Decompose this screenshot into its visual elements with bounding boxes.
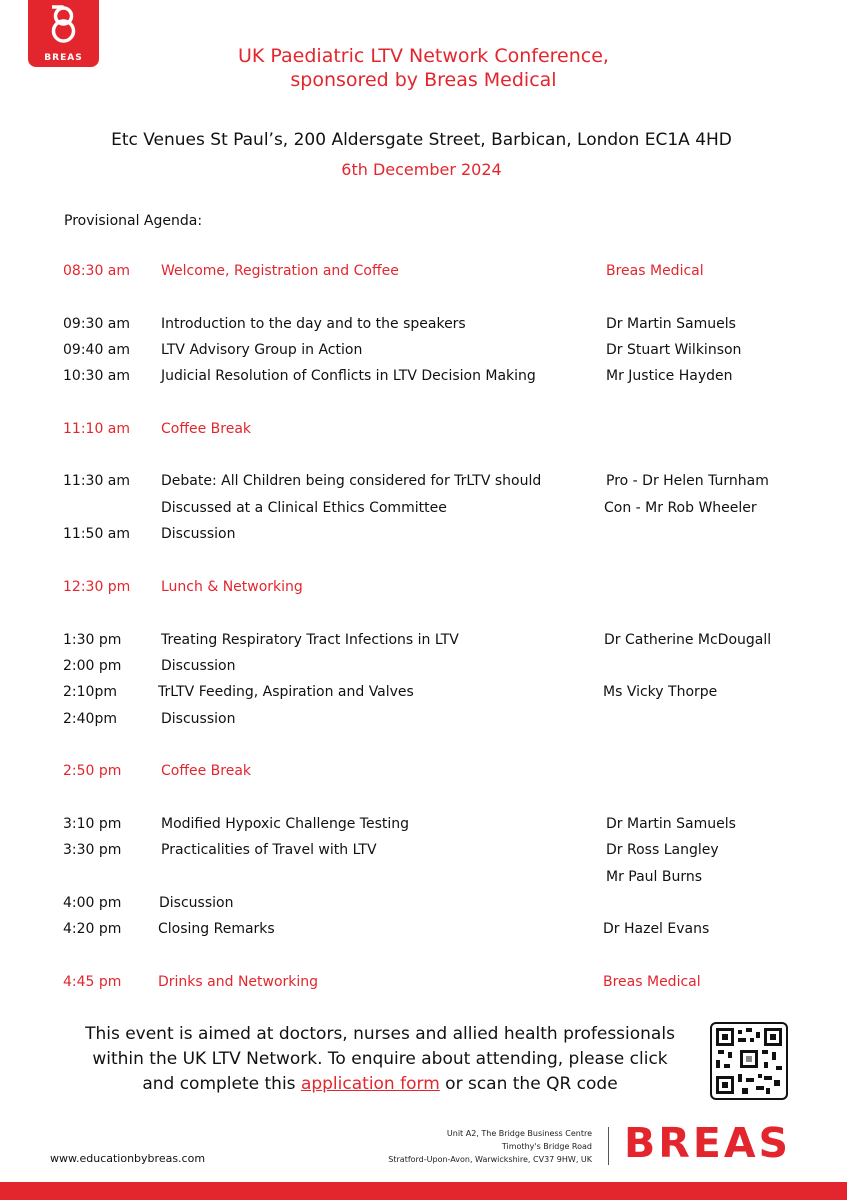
qr-code[interactable] <box>710 1022 788 1100</box>
agenda-activity: TrLTV Feeding, Aspiration and Valves <box>158 684 414 700</box>
event-date: 6th December 2024 <box>341 160 502 179</box>
agenda-row <box>0 316 847 336</box>
agenda-time: 2:40pm <box>63 711 117 727</box>
agenda-time: 11:10 am <box>63 421 131 437</box>
agenda-activity: Welcome, Registration and Coffee <box>161 263 399 279</box>
agenda-speaker: Dr Stuart Wilkinson <box>606 342 742 358</box>
agenda-activity: Discussion <box>161 711 236 727</box>
application-form-link[interactable]: application form <box>300 1074 440 1094</box>
venue-address: Etc Venues St Paul’s, 200 Aldersgate Street, Barbican, London EC1A 4HD <box>111 130 732 150</box>
agenda-row <box>0 974 847 994</box>
agenda-time: 08:30 am <box>63 263 131 279</box>
agenda-row <box>0 632 847 652</box>
agenda-time: 1:30 pm <box>63 632 122 648</box>
agenda-speaker: Dr Ross Langley <box>606 842 719 858</box>
agenda-activity: Modified Hypoxic Challenge Testing <box>161 816 410 832</box>
agenda-speaker: Con - Mr Rob Wheeler <box>604 500 757 516</box>
agenda-activity: Discussion <box>159 895 234 911</box>
agenda-row <box>0 579 847 599</box>
agenda-row <box>0 684 847 704</box>
agenda-row <box>0 500 847 520</box>
agenda-activity: Lunch & Networking <box>161 579 303 595</box>
agenda-time: 11:30 am <box>63 473 131 489</box>
note-line-3 <box>40 1072 720 1097</box>
agenda-row <box>0 473 847 493</box>
conference-title-line2: sponsored by Breas Medical <box>290 69 557 91</box>
agenda-activity: Introduction to the day and to the speakers <box>161 316 466 332</box>
agenda-activity: LTV Advisory Group in Action <box>161 342 363 358</box>
agenda-speaker: Breas Medical <box>606 263 704 279</box>
agenda-time: 2:10pm <box>63 684 117 700</box>
agenda-time: 2:00 pm <box>63 658 122 674</box>
agenda-row <box>0 421 847 441</box>
agenda-row <box>0 895 847 915</box>
agenda-time: 09:30 am <box>63 316 131 332</box>
agenda-row <box>0 842 847 862</box>
agenda-time: 3:10 pm <box>63 816 122 832</box>
agenda-activity: Discussion <box>161 658 236 674</box>
agenda-speaker: Ms Vicky Thorpe <box>603 684 718 700</box>
conference-title-line1: UK Paediatric LTV Network Conference, <box>238 45 609 67</box>
agenda-time: 4:00 pm <box>63 895 122 911</box>
agenda-activity: Coffee Break <box>161 421 252 437</box>
agenda-speaker: Breas Medical <box>603 974 701 990</box>
agenda-row <box>0 921 847 941</box>
note-line-3-suffix: or scan the QR code <box>445 1074 618 1094</box>
address-line-1: Unit A2, The Bridge Business Centre <box>446 1129 592 1138</box>
logo-wordmark: BREAS <box>44 53 83 63</box>
agenda-activity: Debate: All Children being considered for TrLTV should <box>161 473 542 489</box>
agenda-time: 4:20 pm <box>63 921 122 937</box>
agenda-row <box>0 342 847 362</box>
agenda-time: 4:45 pm <box>63 974 122 990</box>
agenda-speaker: Mr Justice Hayden <box>606 368 733 384</box>
agenda-time: 12:30 pm <box>63 579 131 595</box>
agenda-activity: Discussed at a Clinical Ethics Committee <box>161 500 447 516</box>
agenda-row <box>0 263 847 283</box>
agenda-speaker: Dr Catherine McDougall <box>604 632 772 648</box>
agenda-speaker: Dr Martin Samuels <box>606 816 736 832</box>
agenda-time: 3:30 pm <box>63 842 122 858</box>
agenda-activity: Drinks and Networking <box>158 974 319 990</box>
agenda-speaker: Dr Hazel Evans <box>603 921 710 937</box>
agenda-row <box>0 526 847 546</box>
agenda-speaker: Mr Paul Burns <box>606 869 703 885</box>
agenda-time: 11:50 am <box>63 526 131 542</box>
agenda-activity: Treating Respiratory Tract Infections in LTV <box>161 632 459 648</box>
agenda-heading: Provisional Agenda: <box>64 213 203 229</box>
note-line-2: within the UK LTV Network. To enquire about attending, please click <box>92 1049 668 1069</box>
agenda-row <box>0 711 847 731</box>
note-line-1: This event is aimed at doctors, nurses and allied health professionals <box>85 1024 675 1044</box>
event-audience-note <box>40 1022 720 1097</box>
bottom-accent-bar <box>0 1182 847 1200</box>
agenda-speaker: Pro - Dr Helen Turnham <box>606 473 769 489</box>
agenda-row <box>0 816 847 836</box>
agenda-activity: Practicalities of Travel with LTV <box>161 842 377 858</box>
agenda-activity: Discussion <box>161 526 236 542</box>
agenda-activity: Closing Remarks <box>158 921 275 937</box>
address-line-2: Timothy's Bridge Road <box>501 1142 592 1151</box>
note-line-3-prefix: and complete this <box>142 1074 296 1094</box>
agenda-activity: Coffee Break <box>161 763 252 779</box>
agenda-time: 10:30 am <box>63 368 131 384</box>
company-address <box>388 1127 592 1166</box>
agenda-activity: Judicial Resolution of Conflicts in LTV Decision Making <box>161 368 536 384</box>
agenda-row <box>0 368 847 388</box>
address-line-3: Stratford-Upon-Avon, Warwickshire, CV37 9HW, UK <box>388 1155 592 1164</box>
agenda-row <box>0 763 847 783</box>
agenda-time: 2:50 pm <box>63 763 122 779</box>
breas-b-icon <box>47 4 80 44</box>
website-url[interactable]: www.educationbybreas.com <box>50 1152 206 1165</box>
breas-wordmark: BREAS <box>624 1119 792 1167</box>
agenda-row <box>0 869 847 889</box>
qr-code-icon <box>716 1028 782 1094</box>
agenda-row <box>0 658 847 678</box>
footer-divider <box>608 1127 609 1165</box>
agenda-speaker: Dr Martin Samuels <box>606 316 736 332</box>
agenda-time: 09:40 am <box>63 342 131 358</box>
